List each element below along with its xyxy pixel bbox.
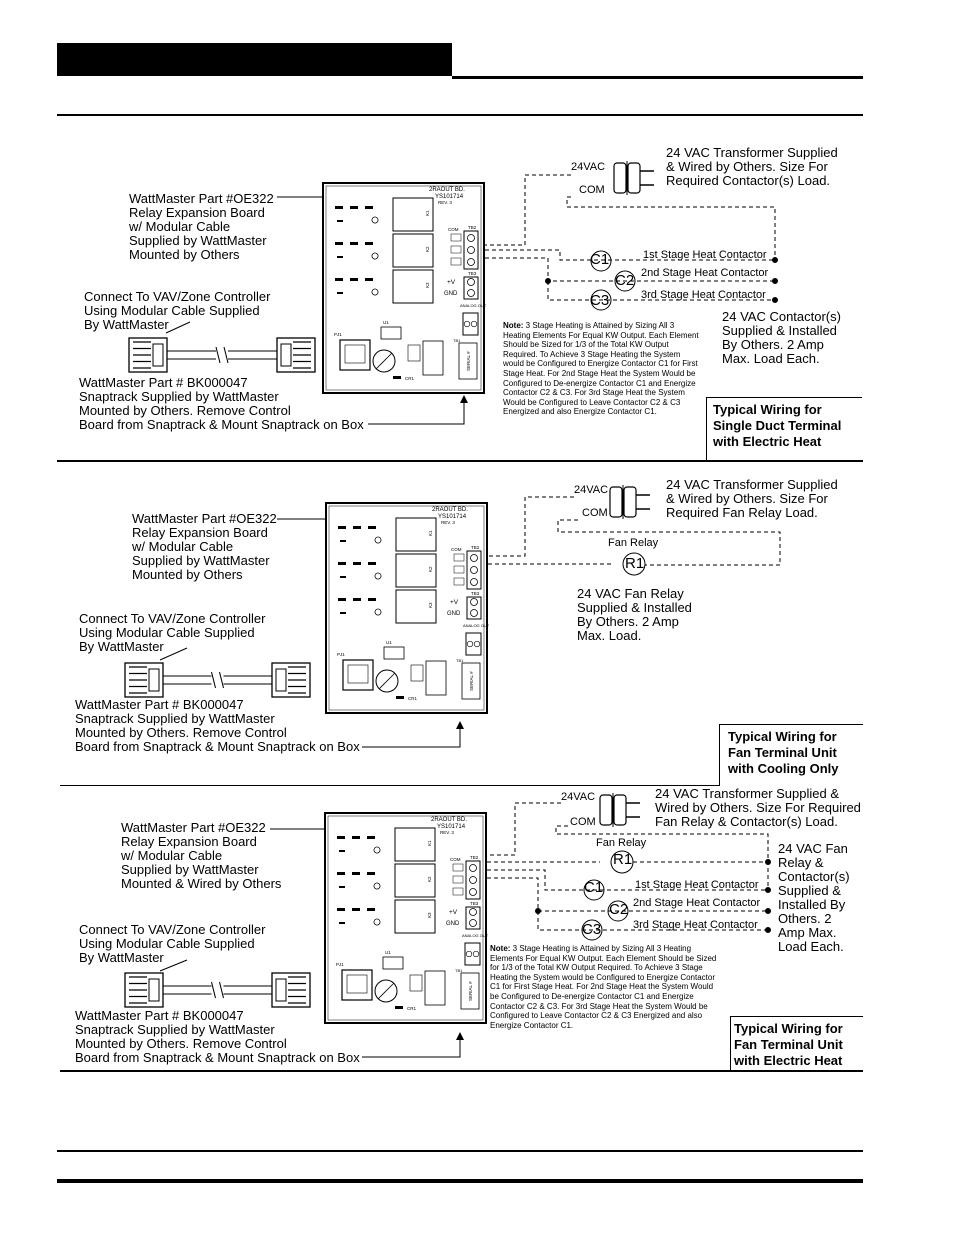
terminal-screw [471,567,478,574]
diode [340,612,346,614]
terminal-marker [453,888,463,895]
wiring-type-box-3 [730,1016,863,1071]
connector [410,975,422,991]
terminal-screw [470,909,477,916]
terminal-marker [451,246,461,253]
terminal-screw [474,641,480,647]
resistor [367,836,375,839]
modular-jack-socket [348,665,368,683]
cr1-label: CR1 [407,1006,417,1011]
resistor [365,278,373,281]
tb2-label: TB2 [471,545,480,550]
pj1-label: PJ1 [336,962,344,967]
resistor [350,206,358,209]
contactor-id-c2-1: C2 [615,272,635,289]
plug-latch [149,669,159,691]
resistor [368,526,376,529]
terminal-marker [454,566,464,573]
snaptrack-callout-2: WattMaster Part # BK000047 Snaptrack Supplied by WattMaster Mounted by Others. Remove Control Board from Snaptrack & Mount Snaptrack on Box [75,697,360,754]
analog-out-label: ANALOG OUT [460,303,487,308]
controller-callout-3: Connect To VAV/Zone Controller Using Modular Cable Supplied By WattMaster [79,922,266,965]
plus-v-label: +V [447,279,456,286]
gnd-label: GND [446,921,460,927]
terminal-screw [464,321,470,327]
tb2-label: TB2 [468,225,477,230]
plug-latch [276,979,286,1001]
load-callout-1: 24 VAC Contactor(s) Supplied & Installed By Others. 2 Amp Max. Load Each. [722,309,841,366]
fan-relay-label-3: Fan Relay [596,837,647,849]
contactor-id-c3-3: C3 [582,921,602,938]
diode [339,850,345,852]
ic-chip [384,647,404,659]
serial-label: SERIAL # [469,671,474,691]
terminal-screw [473,951,479,957]
terminal-marker [454,578,464,585]
contactor-id-c3-1: C3 [590,292,610,309]
relay-board-2 [326,503,490,713]
led [374,883,380,889]
led [374,919,380,925]
resistor [367,872,375,875]
resistor [338,526,346,529]
wire-junction [773,258,778,263]
relay-k-label: K3 [428,602,433,608]
transformer-24vac-label-3: 24VAC [561,791,596,803]
tb1-label: TB1 [455,968,463,973]
board-part-number: YS101714 [437,824,466,830]
resistor [352,908,360,911]
contactor-id-c2-3: C2 [609,901,629,918]
gnd-label: GND [444,291,458,297]
terminal-marker [453,876,463,883]
transformer-callout-1: 24 VAC Transformer Supplied & Wired by Others. Size For Required Contactor(s) Load. [666,145,838,188]
modular-jack-socket [347,975,367,993]
plus-v-label: +V [450,599,459,606]
transformer-1 [614,161,654,195]
plug-latch [153,344,163,366]
regulator [423,341,443,375]
analog-out-label: ANALOG OUT [463,623,490,628]
note-text-1: 3 Stage Heating is Attained by Sizing All 3 Heating Elements For Equal KW Output. Each Element Should be Sized for 1/3 of the Total KW Output Required. To Achieve 3 Stage Heating the System would be Configured to Energize Contactor C1 for First Stage Heat. For 2nd Stage Heat the System Would be Configured to De-energize Contactor C1 and Energize Contactor C2 & C3. For 3rd Stage Heat the System Would be Configured to Leave Contactor C2 & C3 Energized and also Energize Contactor C1. [503,321,699,417]
terminal-screw [468,290,475,297]
relay-board-callout-1: WattMaster Part #OE322 Relay Expansion Board w/ Modular Cable Supplied by WattMaster Mounted by Others [129,191,274,262]
plug-latch [276,669,286,691]
wire-junction [773,279,778,284]
terminal-marker [453,864,463,871]
u1-label: U1 [385,950,391,955]
relay-k-label: K2 [425,246,430,252]
transformer-com-label-1: COM [579,184,605,196]
resistor [335,206,343,209]
diode [339,886,345,888]
relay-board-3 [325,813,489,1023]
terminal-screw [468,279,475,286]
com-terminal-label: COM [448,227,459,232]
wiring-type-title-3: Typical Wiring for Fan Terminal Unit with Electric Heat [734,1021,843,1068]
relay-board-callout-3: WattMaster Part #OE322 Relay Expansion Board w/ Modular Cable Supplied by WattMaster Mounted & Wired by Others [121,820,282,891]
board-revision: REV. 3 [440,830,454,835]
snaptrack-arrow-1 [368,396,464,424]
transformer-24vac-label-1: 24VAC [571,161,606,173]
terminal-screw [470,877,477,884]
transformer-coil [624,487,636,517]
led [375,573,381,579]
tb3-label: TB3 [468,271,477,276]
led [375,609,381,615]
tb3-label: TB3 [470,901,479,906]
note-3 [490,944,723,1030]
relay-k-label: K3 [427,912,432,918]
wiring-type-title-1: Typical Wiring for Single Duct Terminal with Electric Heat [713,402,842,449]
modular-cable-3 [125,973,310,1007]
resistor [365,206,373,209]
resistor [337,836,345,839]
diode [340,576,346,578]
com-terminal-label: COM [451,547,462,552]
u1-label: U1 [383,320,389,325]
resistor [365,242,373,245]
tb2-label: TB2 [470,855,479,860]
resistor [337,872,345,875]
fan-relay-label-2: Fan Relay [608,537,659,549]
terminal-screw [470,889,477,896]
transformer-callout-2: 24 VAC Transformer Supplied & Wired by Others. Size For Required Fan Relay Load. [666,477,838,520]
diode [340,540,346,542]
transformer-3 [600,793,640,827]
resistor [368,598,376,601]
terminal-screw [468,235,475,242]
plus-v-label: +V [449,909,458,916]
modular-cable-1 [129,338,315,372]
resistor [335,242,343,245]
terminal-screw [471,599,478,606]
snaptrack-arrow-3 [362,1033,460,1057]
wire-junction [766,888,771,893]
relay-k-label: K1 [425,210,430,216]
relay-board-1 [323,183,487,393]
led [372,217,378,223]
resistor [337,908,345,911]
wire-24vac-2 [488,497,574,556]
snaptrack-callout-1: WattMaster Part # BK000047 Snaptrack Supplied by WattMaster Mounted by Others. Remove Control Board from Snaptrack & Mount Snaptrack on Box [79,375,364,432]
terminal-marker [454,554,464,561]
resistor [368,562,376,565]
diode [393,376,401,379]
transformer-coil [628,163,640,193]
resistor [338,598,346,601]
contactor-id-c1-1: C1 [590,251,610,268]
gnd-label: GND [447,611,461,617]
relay-board-callout-2: WattMaster Part #OE322 Relay Expansion Board w/ Modular Cable Supplied by WattMaster Mounted by Others [132,511,277,582]
transformer-coil [614,795,626,825]
note-bold-3: Note: [490,944,511,953]
terminal-screw [471,579,478,586]
diode [395,1006,403,1009]
relay-k-label: K2 [428,566,433,572]
wire-24vac-3 [487,803,561,855]
transformer-coil [610,487,622,517]
board-title: 2RAOUT BD. [429,187,465,193]
diode [337,220,343,222]
load-callout-3: 24 VAC Fan Relay & Contactor(s) Supplied & Installed By Others. 2 Amp Max. Load Each. [778,841,850,954]
tb3-label: TB3 [471,591,480,596]
resistor [350,278,358,281]
tb1-label: TB1 [453,338,461,343]
relay-k-label: K1 [427,840,432,846]
pj1-label: PJ1 [337,652,345,657]
transformer-com-label-2: COM [582,507,608,519]
plug-latch [281,344,291,366]
led [372,253,378,259]
wire-com-2 [558,520,780,565]
led [375,537,381,543]
transformer-2 [610,485,650,519]
relay-k-label: K3 [425,282,430,288]
terminal-screw [471,321,477,327]
controller-callout-1: Connect To VAV/Zone Controller Using Modular Cable Supplied By WattMaster [84,289,271,332]
cr1-label: CR1 [408,696,418,701]
board-title: 2RAOUT BD. [432,507,468,513]
resistor [338,562,346,565]
transformer-com-label-3: COM [570,816,596,828]
ic-chip [383,957,403,969]
analog-out-label: ANALOG OUT [462,933,489,938]
note-text-3: 3 Stage Heating is Attained by Sizing All 3 Heating Elements For Equal KW Output. Each Element Should be Sized for 1/3 of the Total KW Output Required. To Achieve 3 Stage Heating the System would be Configured to Energize Contactor C1 for First Stage Heat. For 2nd Stage Heat the System Would be Configured to De-energize Contactor C1 and Energize Contactor C2 & C3. For 3rd Stage Heat the System Would be Configured to Leave Contactor C2 & C3 Energized and also Energize Contactor C1. [490,944,717,1030]
resistor [350,242,358,245]
transformer-24vac-label-2: 24VAC [574,484,609,496]
contactor-label-1-3: 3rd Stage Heat Contactor [641,289,766,301]
regulator [425,971,445,1005]
snaptrack-callout-3: WattMaster Part # BK000047 Snaptrack Supplied by WattMaster Mounted by Others. Remove Control Board from Snaptrack & Mount Snaptrack on Box [75,1008,360,1065]
wire-24vac-1 [485,175,571,245]
serial-label: SERIAL # [466,351,471,371]
com-terminal-label: COM [450,857,461,862]
contactor-label-3-2: 2nd Stage Heat Contactor [633,897,761,909]
terminal-screw [471,610,478,617]
regulator [426,661,446,695]
board-title: 2RAOUT BD. [431,817,467,823]
transformer-callout-3: 24 VAC Transformer Supplied & Wired by Others. Size For Required Fan Relay & Contactor(s) Load. [655,786,861,829]
contactor-label-3-1: 1st Stage Heat Contactor [635,879,759,891]
contactor-id-c1-3: C1 [584,879,604,896]
terminal-screw [466,951,472,957]
terminal-marker [451,258,461,265]
relay-id-r1-3: R1 [613,851,633,868]
board-revision: REV. 3 [441,520,455,525]
plug-latch [149,979,159,1001]
modular-cable-2 [125,663,310,697]
diode [339,922,345,924]
wiring-type-box-1 [706,397,862,460]
led [372,289,378,295]
resistor [352,872,360,875]
modular-jack-socket [345,345,365,363]
board-revision: REV. 3 [438,200,452,205]
snaptrack-arrow-2 [362,722,460,747]
relay-k-label: K2 [427,876,432,882]
note-bold-1: Note: [503,321,524,330]
resistor [352,836,360,839]
resistor [353,562,361,565]
board-part-number: YS101714 [435,194,464,200]
resistor [353,526,361,529]
pj1-label: PJ1 [334,332,342,337]
resistor [367,908,375,911]
wire-junction [766,928,771,933]
diode [337,256,343,258]
ic-chip [381,327,401,339]
wiring-type-title-2: Typical Wiring for Fan Terminal Unit with Cooling Only [728,729,839,776]
tb1-label: TB1 [456,658,464,663]
terminal-marker [451,234,461,241]
terminal-screw [470,920,477,927]
controller-callout-2: Connect To VAV/Zone Controller Using Modular Cable Supplied By WattMaster [79,611,266,654]
serial-label: SERIAL # [468,981,473,1001]
terminal-screw [470,865,477,872]
diode [396,696,404,699]
terminal-screw [471,555,478,562]
terminal-screw [467,641,473,647]
resistor [335,278,343,281]
relay-id-r1-2: R1 [625,555,645,572]
terminal-screw [468,247,475,254]
u1-label: U1 [386,640,392,645]
resistor [353,598,361,601]
note-1 [503,321,701,417]
transformer-coil [614,163,626,193]
led [374,847,380,853]
transformer-coil [600,795,612,825]
connector [411,665,423,681]
load-callout-2: 24 VAC Fan Relay Supplied & Installed By Others. 2 Amp Max. Load. [577,586,692,643]
relay-k-label: K1 [428,530,433,536]
contactor-label-3-3: 3rd Stage Heat Contactor [633,919,758,931]
wire-junction [546,279,551,284]
diode [337,292,343,294]
cr1-label: CR1 [405,376,415,381]
contactor-label-1-1: 1st Stage Heat Contactor [643,249,767,261]
contactor-label-1-2: 2nd Stage Heat Contactor [641,267,769,279]
wire-junction [773,298,778,303]
wire-junction [536,909,541,914]
connector [408,345,420,361]
board-part-number: YS101714 [438,514,467,520]
wire-junction [766,909,771,914]
terminal-screw [468,259,475,266]
wiring-type-box-2 [719,724,863,785]
